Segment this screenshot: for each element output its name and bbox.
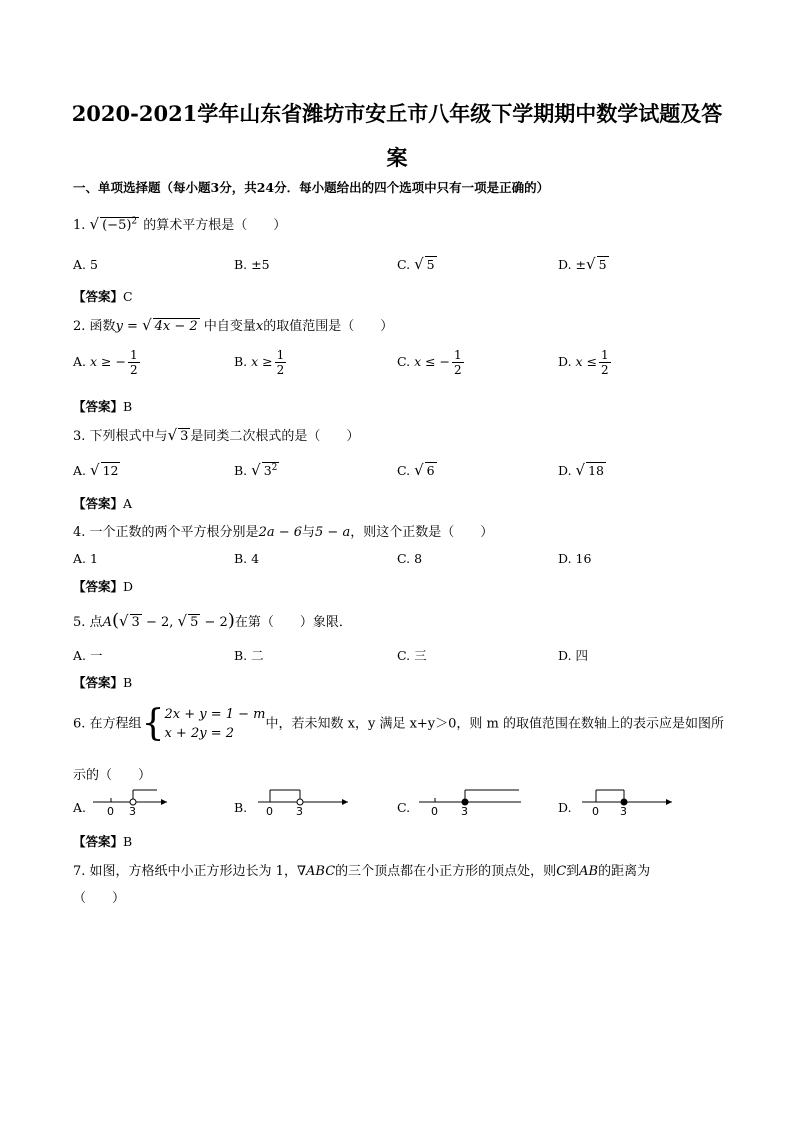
answer-label: 【答案】 bbox=[73, 675, 124, 690]
denominator: 2 bbox=[601, 363, 609, 377]
q2-option-b[interactable] bbox=[234, 348, 286, 377]
question-2 bbox=[73, 315, 393, 334]
option-label: C. bbox=[397, 551, 411, 566]
question-text: 点 bbox=[89, 615, 103, 630]
question-number: 5. bbox=[73, 615, 86, 630]
question-6-cont: 示的（ ） bbox=[73, 768, 152, 783]
q2-option-a[interactable] bbox=[73, 348, 140, 377]
radical-sign: √ bbox=[167, 426, 178, 444]
option-relation: x ≤ − bbox=[414, 354, 451, 369]
option-value: 8 bbox=[414, 551, 423, 566]
question-text: 的三个顶点都在小正方形的顶点处，则 bbox=[335, 864, 557, 879]
option-label: B. bbox=[234, 648, 248, 663]
question-text: 中，若未知数 x，y 满足 x+y＞0，则 m 的取值范围在数轴上的表示应是如图所 bbox=[265, 716, 725, 732]
question-6 bbox=[73, 705, 724, 743]
radical-sign: √ bbox=[414, 255, 424, 273]
title-line-1: 2020-2021学年山东省潍坊市安丘市八年级下学期期中数学试题及答 bbox=[71, 101, 723, 126]
option-label: D. bbox=[558, 800, 572, 815]
question-text: 是同类二次根式的是（ ） bbox=[190, 429, 360, 444]
option-label: A. bbox=[73, 551, 87, 566]
answer-value: A bbox=[123, 496, 133, 511]
numerator: 1 bbox=[454, 348, 462, 362]
answer-label: 【答案】 bbox=[73, 834, 124, 849]
tick-label-0: 0 bbox=[107, 805, 114, 816]
coord-part-2: − 2 bbox=[200, 615, 228, 630]
tick-label-3: 3 bbox=[296, 805, 303, 816]
option-relation: x ≥ − bbox=[90, 354, 126, 369]
option-label: A. bbox=[73, 257, 87, 272]
question-text: 到 bbox=[566, 864, 580, 879]
denominator: 2 bbox=[276, 363, 285, 377]
answer-value: C bbox=[123, 289, 133, 304]
question-text: 中自变量 bbox=[203, 319, 256, 334]
number-line-b bbox=[252, 788, 352, 816]
radicand-2: 5 bbox=[190, 615, 199, 630]
option-value: ±5 bbox=[251, 257, 270, 272]
fraction bbox=[275, 348, 287, 377]
equals: = bbox=[122, 319, 143, 334]
radicand: 4x − 2 bbox=[154, 319, 198, 334]
q3-answer bbox=[73, 494, 132, 512]
option-label: B. bbox=[234, 463, 248, 478]
title-line-2: 案 bbox=[386, 145, 408, 170]
radical-sign: √ bbox=[89, 215, 100, 233]
radical-sign: √ bbox=[575, 461, 586, 479]
q2-option-c[interactable] bbox=[397, 348, 464, 377]
q3-option-c[interactable] bbox=[397, 461, 437, 479]
option-value: 1 bbox=[90, 551, 98, 566]
radicand-expr: (−5) bbox=[102, 218, 132, 233]
q4-option-d[interactable] bbox=[558, 551, 591, 566]
radicand-1: 3 bbox=[131, 615, 140, 630]
question-number: 7. bbox=[73, 864, 86, 879]
question-text: 与 bbox=[302, 525, 316, 540]
option-value: 16 bbox=[575, 551, 592, 566]
section-heading: 一、单项选择题（每小题3分，共24分．每小题给出的四个选项中只有一项是正确的） bbox=[73, 180, 550, 195]
tick-label-0: 0 bbox=[266, 805, 273, 816]
question-text: 在方程组 bbox=[89, 716, 142, 732]
question-number: 3. bbox=[73, 429, 86, 444]
question-4 bbox=[73, 521, 493, 540]
option-label: C. bbox=[397, 354, 411, 369]
fraction bbox=[452, 348, 464, 377]
q4-answer bbox=[73, 577, 133, 595]
point-c: C bbox=[556, 864, 567, 879]
option-sign: ± bbox=[575, 257, 587, 272]
exponent: 2 bbox=[271, 462, 278, 473]
option-value: 12 bbox=[102, 463, 119, 478]
tick-label-3: 3 bbox=[461, 805, 468, 816]
equation-system bbox=[164, 705, 265, 743]
option-relation: x ≤ bbox=[575, 354, 598, 369]
segment-ab: AB bbox=[579, 864, 599, 879]
option-value: 三 bbox=[414, 648, 427, 663]
question-7 bbox=[73, 860, 650, 879]
q6-option-d[interactable] bbox=[558, 800, 627, 816]
option-value: 18 bbox=[588, 463, 605, 478]
question-text: ，则这个正数是（ ） bbox=[350, 525, 494, 540]
option-label: C. bbox=[397, 648, 411, 663]
q1-option-b[interactable] bbox=[234, 257, 270, 272]
tick-label-3: 3 bbox=[129, 805, 136, 816]
answer-value: B bbox=[123, 834, 133, 849]
question-number: 4. bbox=[73, 525, 86, 540]
equation-2: x + 2y = 2 bbox=[164, 726, 235, 741]
question-number: 1. bbox=[73, 218, 86, 233]
q1-option-a[interactable] bbox=[73, 257, 98, 272]
right-paren: ) bbox=[227, 610, 235, 631]
q4-option-c[interactable] bbox=[397, 551, 422, 566]
q5-option-d[interactable] bbox=[558, 646, 588, 664]
point-name: A bbox=[102, 615, 112, 630]
tick-label-0: 0 bbox=[431, 805, 438, 816]
numerator: 1 bbox=[276, 348, 285, 362]
option-label: C. bbox=[397, 800, 411, 815]
option-label: D. bbox=[558, 257, 572, 272]
q4-option-a[interactable] bbox=[73, 551, 98, 566]
option-value: 4 bbox=[251, 551, 260, 566]
document-title bbox=[60, 92, 734, 180]
question-text: 如图，方格纸中小正方形边长为 1， bbox=[89, 864, 297, 879]
radicand: 3 bbox=[180, 429, 189, 444]
question-5 bbox=[73, 610, 352, 631]
numerator: 1 bbox=[129, 348, 138, 362]
option-value: 6 bbox=[426, 463, 435, 478]
coord-part-1: − 2, bbox=[141, 615, 178, 630]
radical-sign: √ bbox=[251, 461, 261, 479]
question-text: 的距离为 bbox=[598, 864, 651, 879]
left-paren: ( bbox=[111, 610, 119, 631]
q6-option-b[interactable] bbox=[234, 800, 303, 816]
expression-1: 2a − 6 bbox=[258, 525, 303, 540]
var-x: x bbox=[255, 319, 264, 334]
option-label: D. bbox=[558, 463, 572, 478]
option-relation: x ≥ bbox=[251, 354, 273, 369]
radical-sign: √ bbox=[414, 461, 424, 479]
radical-sign: √ bbox=[586, 255, 596, 273]
number-line-a bbox=[91, 788, 171, 816]
var-y: y bbox=[115, 319, 123, 334]
question-number: 2. bbox=[73, 319, 86, 334]
q5-answer bbox=[73, 673, 132, 691]
option-value: 四 bbox=[575, 648, 589, 663]
option-label: A. bbox=[73, 354, 87, 369]
q1-option-d[interactable] bbox=[558, 255, 609, 273]
question-text: 函数 bbox=[89, 319, 116, 334]
option-value: 5 bbox=[426, 257, 435, 272]
question-7-cont: （ ） bbox=[73, 891, 126, 906]
denominator: 2 bbox=[454, 363, 462, 377]
answer-label: 【答案】 bbox=[73, 496, 124, 511]
q6-answer bbox=[73, 832, 132, 850]
option-label: B. bbox=[234, 800, 248, 815]
radical-sign: √ bbox=[90, 461, 100, 479]
answer-label: 【答案】 bbox=[73, 289, 124, 304]
option-label: A. bbox=[73, 463, 87, 478]
fraction bbox=[128, 348, 140, 377]
expression-2: 5 − a bbox=[315, 525, 351, 540]
q2-answer bbox=[73, 397, 132, 415]
question-3 bbox=[73, 425, 359, 444]
exponent: 2 bbox=[131, 216, 138, 227]
answer-value: B bbox=[123, 399, 133, 414]
option-value: 5 bbox=[90, 257, 98, 272]
option-label: B. bbox=[234, 354, 248, 369]
number-line-c bbox=[415, 788, 525, 816]
option-label: B. bbox=[234, 551, 248, 566]
option-value: 二 bbox=[251, 648, 264, 663]
question-text: 一个正数的两个平方根分别是 bbox=[89, 525, 259, 540]
option-label: D. bbox=[558, 551, 572, 566]
radicand bbox=[262, 462, 280, 478]
answer-value: B bbox=[123, 675, 133, 690]
q6-option-c[interactable] bbox=[397, 800, 468, 816]
left-brace: { bbox=[141, 703, 165, 744]
fraction bbox=[599, 348, 611, 377]
answer-label: 【答案】 bbox=[73, 399, 124, 414]
tick-label-0: 0 bbox=[592, 805, 599, 816]
option-label: D. bbox=[558, 648, 572, 663]
tick-label-3: 3 bbox=[620, 805, 627, 816]
radicand bbox=[100, 217, 139, 233]
q1-answer bbox=[73, 287, 133, 305]
option-label: A. bbox=[73, 800, 87, 815]
radical-sign: √ bbox=[177, 612, 188, 630]
triangle-symbol: ∇ bbox=[296, 864, 307, 879]
q5-option-c[interactable] bbox=[397, 646, 427, 664]
question-1 bbox=[73, 214, 286, 233]
question-number: 6. bbox=[73, 716, 86, 732]
number-line-d bbox=[576, 788, 676, 816]
option-label: B. bbox=[234, 257, 248, 272]
radical-sign: √ bbox=[118, 612, 129, 630]
option-value: 一 bbox=[90, 648, 103, 663]
radical-sign: √ bbox=[142, 316, 152, 334]
answer-label: 【答案】 bbox=[73, 579, 124, 594]
option-label: C. bbox=[397, 463, 411, 478]
q3-option-a[interactable] bbox=[73, 461, 120, 479]
triangle-name: ABC bbox=[306, 864, 336, 879]
question-text: 在第（ ）象限． bbox=[234, 615, 352, 630]
question-text: 的算术平方根是（ ） bbox=[143, 218, 287, 233]
option-value: 3 bbox=[263, 463, 272, 478]
option-value: 5 bbox=[598, 257, 607, 272]
question-text: 下列根式中与 bbox=[89, 429, 168, 444]
question-text: 的取值范围是（ ） bbox=[263, 319, 394, 334]
q6-option-a[interactable] bbox=[73, 800, 136, 816]
q4-option-b[interactable] bbox=[234, 551, 259, 566]
q2-option-d[interactable] bbox=[558, 348, 611, 377]
q3-option-b[interactable] bbox=[234, 461, 279, 479]
q5-option-a[interactable] bbox=[73, 646, 103, 664]
option-label: C. bbox=[397, 257, 411, 272]
option-label: D. bbox=[558, 354, 572, 369]
q5-option-b[interactable] bbox=[234, 646, 264, 664]
denominator: 2 bbox=[129, 363, 138, 377]
q1-option-c[interactable] bbox=[397, 255, 437, 273]
option-label: A. bbox=[73, 648, 87, 663]
q3-option-d[interactable] bbox=[558, 461, 606, 479]
answer-value: D bbox=[123, 579, 134, 594]
equation-1: 2x + y = 1 − m bbox=[164, 707, 266, 722]
numerator: 1 bbox=[601, 348, 609, 362]
